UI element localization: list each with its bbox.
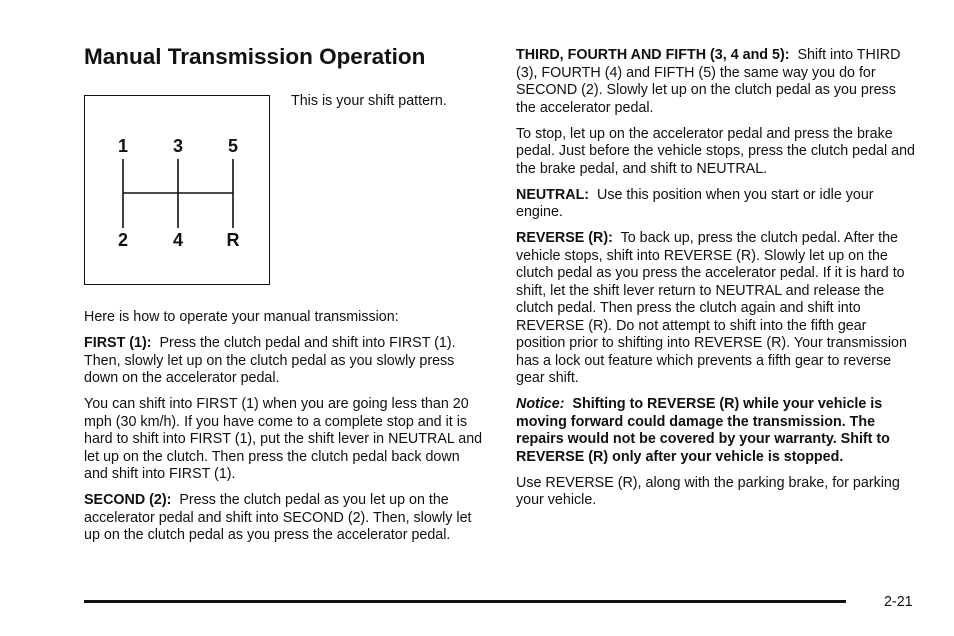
neutral-label: NEUTRAL: (516, 186, 590, 203)
reverse-text: To back up, press the clutch pedal. After the vehicle stops, shift into REVERSE (R). Slowly let up on the clutch pedal as you press the accelerator pedal. If it is hard to shift, let the shift lever return to NEUTRAL and release the clutch pedal. Then press the clutch again and shift into REVERSE (R). Do not attempt to shift into the fifth gear position prior to shifting into REVERSE (R). Your transmission has a lock out feature which prevents a fifth gear to reverse gear shift. (516, 230, 907, 387)
left-column (84, 309, 484, 553)
page-title: Manual Transmission Operation (84, 44, 426, 69)
parking-paragraph: Use REVERSE (R), along with the parking brake, for parking your vehicle. (516, 474, 900, 509)
diagram-caption: This is your shift pattern. (291, 93, 447, 109)
gear-label-5: 5 (227, 136, 239, 156)
second-gear-label: SECOND (2): (84, 492, 172, 509)
first-gear-label: FIRST (1): (84, 335, 152, 352)
gear-label-4: 4 (172, 230, 184, 250)
shift-pattern-graphic (85, 96, 271, 286)
reverse-label: REVERSE (R): (516, 230, 613, 247)
third-fourth-fifth-paragraph (516, 47, 916, 117)
neutral-text: Use this position when you start or idle your engine. (516, 186, 874, 221)
gear-label-2: 2 (117, 230, 129, 250)
third-fourth-fifth-label: THIRD, FOURTH AND FIFTH (3, 4 and 5): (516, 47, 790, 63)
first-gear-text: Press the clutch pedal and shift into FIRST (1). Then, slowly let up on the clutch pedal as you slowly press down on the accelerator pedal. (84, 335, 456, 387)
first-gear-note: You can shift into FIRST (1) when you are going less than 20 mph (30 km/h). If you have come to a complete stop and it is hard to shift into FIRST (1), put the shift lever in NEUTRAL and let up on the clutch. Then press the clutch pedal back down and shift into FIRST (1). (84, 396, 483, 483)
notice-text: Shifting to REVERSE (R) while your vehicle is moving forward could damage the transmission. The repairs would not be covered by your warranty. Shift to REVERSE (R) only after your vehicle is stopped. (516, 396, 890, 465)
shift-pattern-diagram (84, 95, 270, 285)
gear-label-1: 1 (117, 136, 129, 156)
footer-rule (84, 600, 846, 603)
notice-paragraph (516, 396, 916, 466)
neutral-paragraph (516, 187, 916, 222)
right-column (516, 47, 916, 519)
third-fourth-fifth-text: Shift into THIRD (3), FOURTH (4) and FIFTH (5) the same way you do for SECOND (2). Slowly let up on the clutch pedal as you press the accelerator pedal. (516, 47, 901, 116)
notice-label: Notice: (516, 396, 565, 413)
gear-label-r: R (226, 230, 240, 250)
second-gear-paragraph (84, 492, 484, 545)
stop-paragraph: To stop, let up on the accelerator pedal and press the brake pedal. Just before the vehicle stops, press the clutch pedal and the brake pedal, and shift to NEUTRAL. (516, 125, 915, 177)
page-number: 2-21 (884, 594, 913, 610)
reverse-paragraph (516, 230, 916, 388)
intro-paragraph: Here is how to operate your manual transmission: (84, 309, 399, 325)
first-gear-paragraph (84, 335, 484, 388)
second-gear-text: Press the clutch pedal as you let up on the accelerator pedal and shift into SECOND (2). Then, slowly let up on the clutch pedal as you press the accelerator pedal. (84, 492, 472, 544)
gear-label-3: 3 (172, 136, 184, 156)
